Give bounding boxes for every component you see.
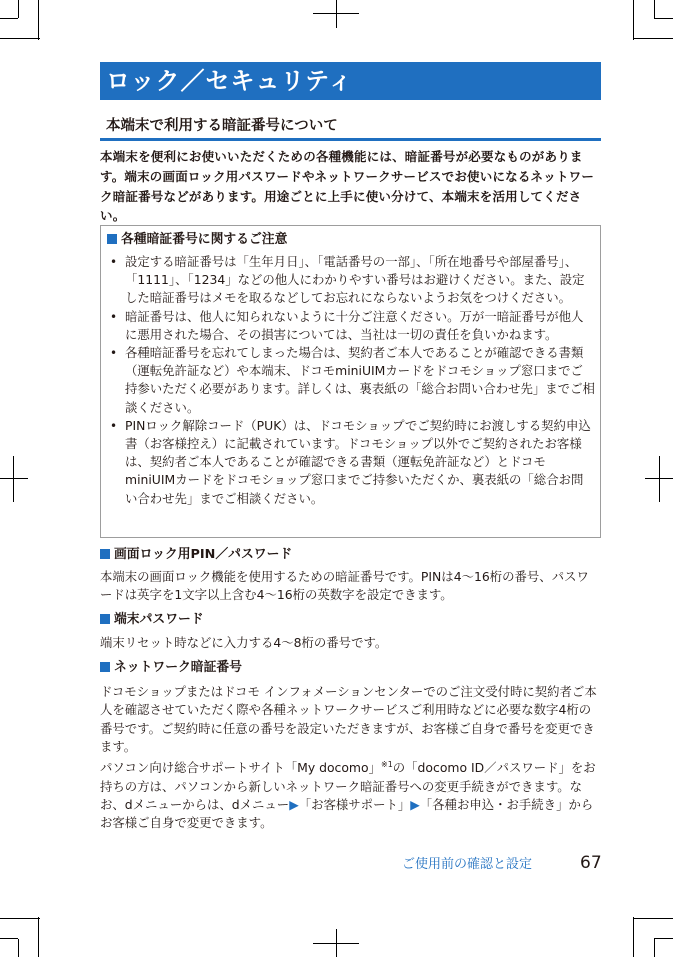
list-item-text: 各種暗証番号を忘れてしまった場合は、契約者ご本人であることが確認できる書類（運転免許証など）や本端末、ドコモminiUIMカードをドコモショップ窓口までご持参いただく必要があります。詳しくは、裏表紙の「総合お問い合わせ先」までご相談ください。 (125, 345, 595, 415)
caution-title-text: 各種暗証番号に関するご注意 (121, 232, 288, 247)
list-item-text: PINロック解除コード（PUK）は、ドコモショップでご契約時にお渡しする契約申込書（お客様控え）に記載されています。ドコモショップ以外でご契約されたお客様は、契約者ご本人であることが確認できる書類（運転免許証など）とドコモminiUIMカードをドコモショップ窓口までご持参いただくか、裏表紙の「総合お問い合わせ先」までご相談ください。 (125, 417, 591, 506)
caution-box (100, 225, 601, 538)
bullet-icon: • (110, 346, 118, 361)
device-password-heading-text: 端末パスワード (114, 612, 204, 627)
section-heading-text: 本端末で利用する暗証番号について (106, 118, 338, 134)
square-bullet-icon (107, 234, 117, 244)
square-bullet-icon (100, 614, 110, 624)
screen-lock-heading (100, 545, 292, 565)
arrow-right-icon: ▶ (410, 796, 420, 812)
list-item (107, 417, 595, 508)
text-segment: 「お客様サポート」 (298, 796, 411, 812)
list-item (107, 253, 595, 308)
square-bullet-icon (100, 662, 110, 672)
intro-paragraph: 本端末を便利にお使いいただくための各種機能には、暗証番号が必要なものがあります。端末の画面ロック用パスワードやネットワークサービスでお使いになるネットワーク暗証番号などがあります。用途ごとに上手に使い分けて、本端末を活用してください。 (100, 149, 595, 224)
bullet-icon: • (110, 255, 118, 269)
caution-title (107, 230, 287, 250)
network-pin-text (100, 683, 601, 833)
section-heading (100, 116, 601, 141)
bullet-icon: • (110, 309, 118, 324)
device-password-text: 端末リセット時などに入力する4～8桁の番号です。 (100, 635, 388, 650)
footnote-mark: ※1 (380, 760, 393, 770)
text-segment: 「各種お申込・お手続き」からお客様ご自身で変更できます。 (100, 796, 594, 831)
footer-chapter-label: ご使用前の確認と設定 (402, 857, 533, 872)
page-title: ロック／セキュリティ (100, 62, 601, 100)
network-pin-paragraph-1: ドコモショップまたはドコモ インフォメーションセンターでのご注文受付時に契約者ご本人を確認させていただく際や各種ネットワークサービスご利用時などに必要な数字4桁の番号です。ご契約時に任意の番号を設定いただきますが、お客様ご自身で番号を変更できます。 (100, 684, 597, 754)
list-item (107, 344, 595, 417)
text-segment: パソコン向け総合サポートサイト「My docomo」 (100, 760, 381, 776)
arrow-right-icon: ▶ (289, 796, 299, 812)
device-password-heading (100, 610, 204, 630)
list-item-text: 暗証番号は、他人に知られないように十分ご注意ください。万が一暗証番号が他人に悪用された場合、その損害については、当社は一切の責任を負いかねます。 (125, 308, 584, 342)
caution-list (107, 253, 595, 508)
network-pin-heading-text: ネットワーク暗証番号 (114, 660, 242, 675)
network-pin-paragraph-2 (100, 756, 601, 832)
screen-lock-text: 本端末の画面ロック機能を使用するための暗証番号です。PINは4～16桁の番号、パスワードは英字を1文字以上含む4～16桁の英数字を設定できます。 (100, 569, 589, 603)
list-item-text: 設定する暗証番号は「生年月日」、「電話番号の一部」、「所在地番号や部屋番号」、「1111」、「1234」などの他人にわかりやすい番号はお避けください。また、設定した暗証番号はメモを取るなどしてお忘れにならないようお気をつけください。 (125, 254, 585, 306)
screen-lock-heading-text: 画面ロック用PIN／パスワード (114, 547, 293, 562)
network-pin-heading (100, 658, 242, 678)
page-number: 67 (580, 853, 602, 873)
bullet-icon: • (110, 418, 118, 433)
square-bullet-icon (100, 549, 110, 559)
text-segment: の「docomo ID／パスワード」をお持ちの方は、パソコンから新しいネットワーク暗証番号への変更手続きができます。なお、dメニューからは、dメニュー (100, 760, 596, 812)
list-item (107, 308, 595, 344)
